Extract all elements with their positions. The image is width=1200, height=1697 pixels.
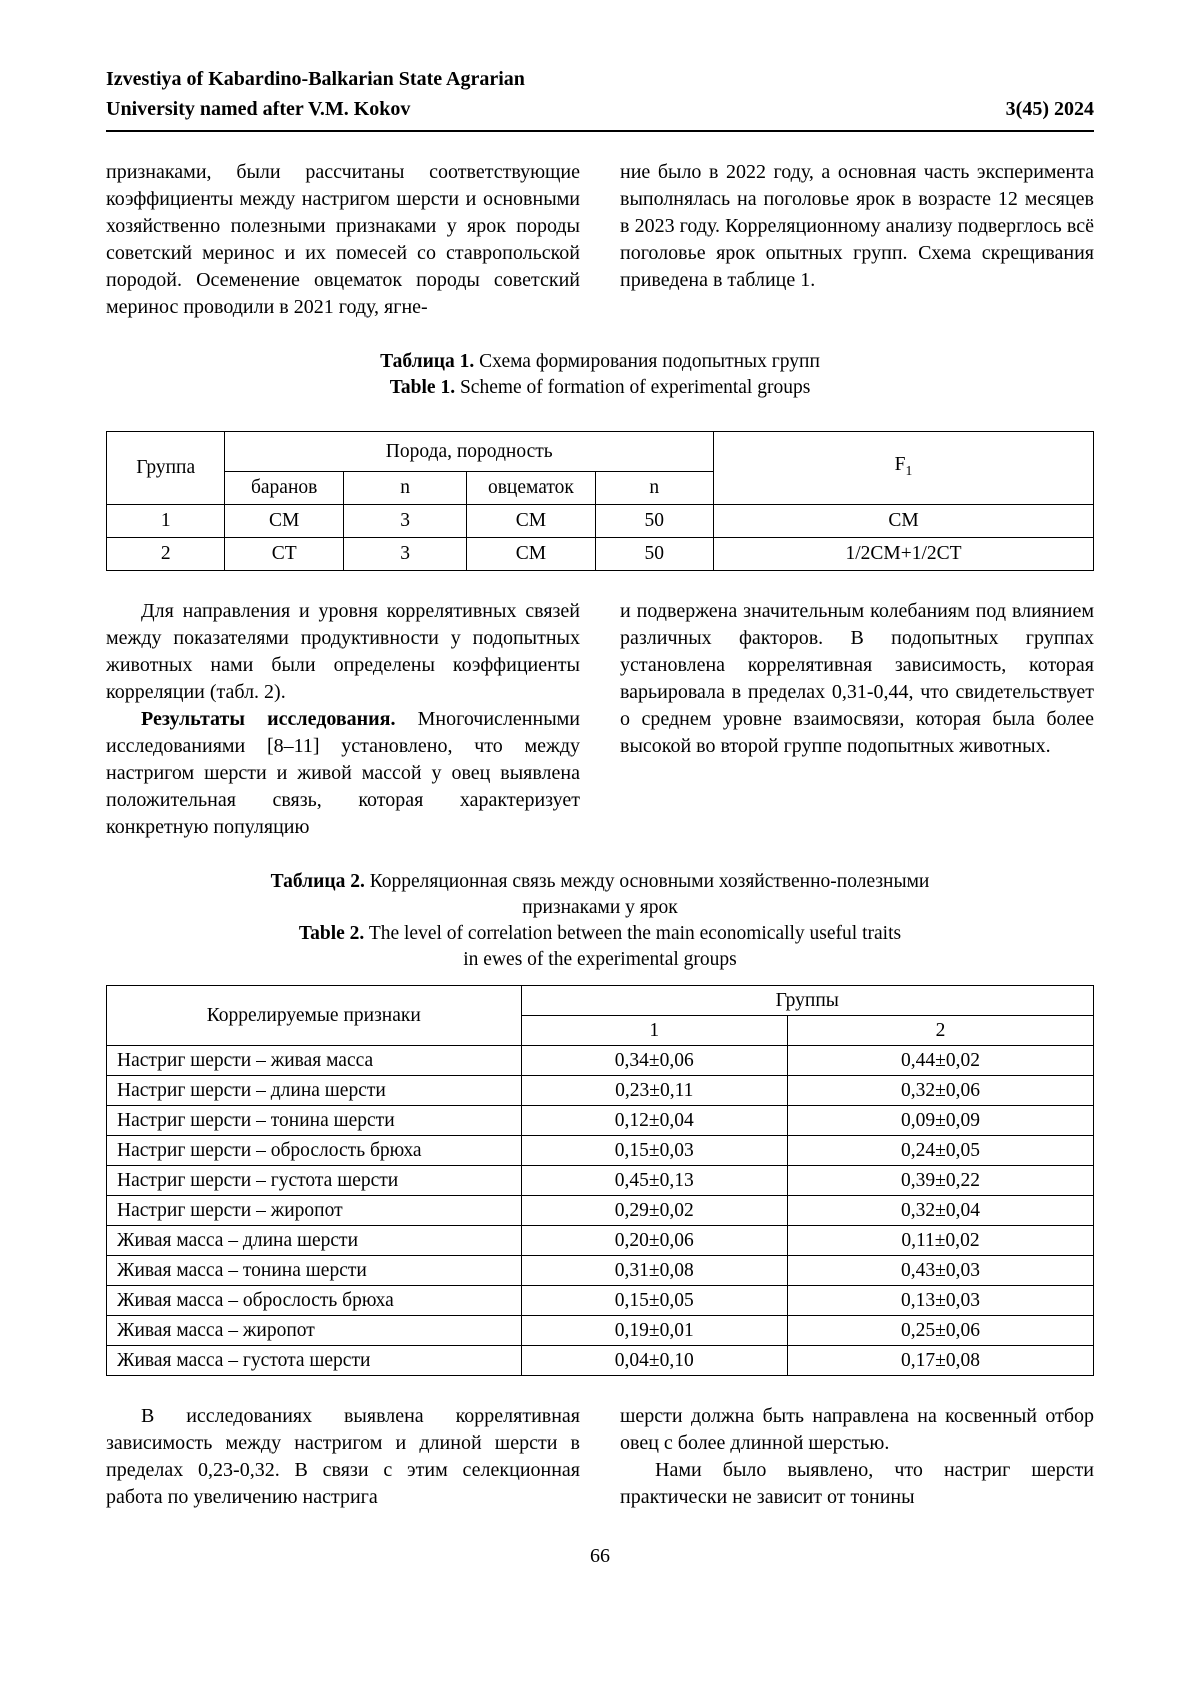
column-left bbox=[106, 598, 580, 841]
t1-subheader-ewes: овцематок bbox=[467, 472, 595, 505]
t2-row bbox=[107, 1226, 1094, 1256]
table2-correlations bbox=[106, 985, 1094, 1376]
t2-value-g1: 0,19±0,01 bbox=[521, 1316, 787, 1346]
t1-cell: СМ bbox=[467, 538, 595, 571]
table1-caption bbox=[106, 349, 1094, 401]
table1-caption-ru-text: Схема формирования подопытных групп bbox=[479, 351, 820, 372]
t2-trait-label: Живая масса – густота шерсти bbox=[107, 1346, 522, 1376]
table2-caption-ru-label: Таблица 2. bbox=[270, 871, 365, 892]
t2-row bbox=[107, 1046, 1094, 1076]
t2-value-g1: 0,04±0,10 bbox=[521, 1346, 787, 1376]
table2-caption bbox=[106, 869, 1094, 973]
t2-value-g2: 0,11±0,02 bbox=[788, 1226, 1094, 1256]
t2-value-g2: 0,43±0,03 bbox=[788, 1256, 1094, 1286]
column-right bbox=[620, 159, 1094, 321]
journal-title-line1: Izvestiya of Kabardino-Balkarian State Agrarian bbox=[106, 68, 525, 90]
text-section-3 bbox=[106, 1403, 1094, 1511]
column-right bbox=[620, 1403, 1094, 1511]
table1-caption-en-label: Table 1. bbox=[389, 377, 456, 398]
t2-group1-header: 1 bbox=[521, 1016, 787, 1046]
t1-header-f1 bbox=[713, 432, 1093, 505]
t1-cell: 1 bbox=[107, 505, 225, 538]
t2-row bbox=[107, 1106, 1094, 1136]
table1-caption-ru bbox=[106, 349, 1094, 375]
t2-value-g2: 0,32±0,04 bbox=[788, 1196, 1094, 1226]
t2-trait-label: Живая масса – оброслость брюха bbox=[107, 1286, 522, 1316]
table2-caption-ru-line2: признаками у ярок bbox=[522, 897, 678, 918]
t1-cell: 2 bbox=[107, 538, 225, 571]
column-left bbox=[106, 1403, 580, 1511]
t2-value-g1: 0,34±0,06 bbox=[521, 1046, 787, 1076]
table1-experimental-groups bbox=[106, 431, 1094, 571]
table2-caption-en-line1 bbox=[106, 921, 1094, 947]
t2-trait-label: Настриг шерсти – живая масса bbox=[107, 1046, 522, 1076]
column-right bbox=[620, 598, 1094, 841]
t2-value-g2: 0,39±0,22 bbox=[788, 1166, 1094, 1196]
table2-caption-en-label: Table 2. bbox=[298, 923, 365, 944]
t2-trait-label: Живая масса – жиропот bbox=[107, 1316, 522, 1346]
t1-header-group: Группа bbox=[107, 432, 225, 505]
t1-header-breed: Порода, породность bbox=[225, 432, 714, 472]
t2-row bbox=[107, 1076, 1094, 1106]
paragraph: Для направления и уровня коррелятивных связей между показателями продуктивности у подопытных животных нами были определены коэффициенты корреляции (табл. 2). bbox=[106, 600, 580, 703]
t2-trait-label: Настриг шерсти – длина шерсти bbox=[107, 1076, 522, 1106]
t2-value-g1: 0,15±0,03 bbox=[521, 1136, 787, 1166]
t1-f1-base: F bbox=[894, 454, 906, 476]
table1-caption-ru-label: Таблица 1. bbox=[380, 351, 475, 372]
page-header bbox=[106, 64, 1094, 132]
paragraph: ние было в 2022 году, а основная часть эксперимента выполнялась на поголовье ярок в возрасте 12 месяцев в 2023 году. Корреляционному анализу подверглось всё поголовье ярок опытных групп. Схема скрещивания приведена в таблице 1. bbox=[620, 161, 1094, 291]
t2-value-g1: 0,15±0,05 bbox=[521, 1286, 787, 1316]
table1-caption-en bbox=[106, 375, 1094, 401]
t2-trait-label: Настриг шерсти – жиропот bbox=[107, 1196, 522, 1226]
t2-value-g1: 0,12±0,04 bbox=[521, 1106, 787, 1136]
t2-value-g1: 0,31±0,08 bbox=[521, 1256, 787, 1286]
t1-cell: 3 bbox=[343, 538, 466, 571]
text-section-1 bbox=[106, 159, 1094, 321]
t2-value-g2: 0,25±0,06 bbox=[788, 1316, 1094, 1346]
t2-row bbox=[107, 1346, 1094, 1376]
paragraph bbox=[106, 706, 580, 841]
t1-header-row-1 bbox=[107, 432, 1094, 472]
t2-trait-label: Живая масса – длина шерсти bbox=[107, 1226, 522, 1256]
issue-number: 3(45) 2024 bbox=[1005, 98, 1094, 120]
t2-trait-label: Настриг шерсти – тонина шерсти bbox=[107, 1106, 522, 1136]
t2-value-g2: 0,32±0,06 bbox=[788, 1076, 1094, 1106]
results-heading: Результаты исследования. bbox=[141, 708, 396, 730]
t2-row bbox=[107, 1136, 1094, 1166]
t2-value-g1: 0,20±0,06 bbox=[521, 1226, 787, 1256]
page-footer bbox=[106, 1545, 1094, 1568]
paragraph: Нами было выявлено, что настриг шерсти практически не зависит от тонины bbox=[620, 1459, 1094, 1508]
t1-cell: 50 bbox=[595, 538, 713, 571]
t1-subheader-n1: n bbox=[343, 472, 466, 505]
t2-value-g2: 0,24±0,05 bbox=[788, 1136, 1094, 1166]
t2-trait-label: Настриг шерсти – оброслость брюха bbox=[107, 1136, 522, 1166]
t2-value-g2: 0,17±0,08 bbox=[788, 1346, 1094, 1376]
t2-value-g1: 0,45±0,13 bbox=[521, 1166, 787, 1196]
t1-f1-sub: 1 bbox=[905, 462, 913, 478]
paragraph: признаками, были рассчитаны соответствующие коэффициенты между настригом шерсти и основными хозяйственно полезными признаками у ярок породы советский меринос и их помесей со ставропольской породой. Осеменение овцематок породы советский меринос проводили в 2021 году, ягне- bbox=[106, 161, 580, 318]
t2-value-g1: 0,29±0,02 bbox=[521, 1196, 787, 1226]
column-left bbox=[106, 159, 580, 321]
t1-data-row bbox=[107, 505, 1094, 538]
t1-cell: 1/2СМ+1/2СТ bbox=[713, 538, 1093, 571]
journal-title-line2: University named after V.M. Kokov bbox=[106, 98, 411, 120]
t2-trait-label: Настриг шерсти – густота шерсти bbox=[107, 1166, 522, 1196]
t1-cell: СМ bbox=[713, 505, 1093, 538]
journal-title bbox=[106, 64, 525, 124]
t1-cell: 3 bbox=[343, 505, 466, 538]
t2-row bbox=[107, 1196, 1094, 1226]
t2-trait-label: Живая масса – тонина шерсти bbox=[107, 1256, 522, 1286]
t2-row bbox=[107, 1256, 1094, 1286]
t2-header-traits: Коррелируемые признаки bbox=[107, 986, 522, 1046]
paragraph: и подвержена значительным колебаниям под влиянием различных факторов. В подопытных группах установлена коррелятивная зависимость, которая варьировала в пределах 0,31-0,44, что свидетельствует о среднем уровне взаимосвязи, которая была более высокой во второй группе подопытных животных. bbox=[620, 600, 1094, 757]
t1-cell: СТ bbox=[225, 538, 343, 571]
table1-caption-en-text: Scheme of formation of experimental groups bbox=[459, 377, 811, 398]
t1-cell: СМ bbox=[225, 505, 343, 538]
paragraph: шерсти должна быть направлена на косвенный отбор овец с более длинной шерстью. bbox=[620, 1405, 1094, 1454]
t2-value-g2: 0,09±0,09 bbox=[788, 1106, 1094, 1136]
table2-caption-ru-line1 bbox=[106, 869, 1094, 895]
t2-value-g2: 0,44±0,02 bbox=[788, 1046, 1094, 1076]
paragraph: В исследованиях выявлена коррелятивная зависимость между настригом и длиной шерсти в пределах 0,23-0,32. В связи с этим селекционная работа по увеличению настрига bbox=[106, 1405, 580, 1508]
t1-data-row bbox=[107, 538, 1094, 571]
t2-row bbox=[107, 1316, 1094, 1346]
paragraph-text: Многочисленными исследованиями [8–11] установлено, что между настригом шерсти и живой массой у овец выявлена положительная связь, которая характеризует конкретную популяцию bbox=[106, 708, 580, 838]
table2-caption-en-text: The level of correlation between the main economically useful traits bbox=[368, 923, 902, 944]
page-number: 66 bbox=[590, 1545, 610, 1567]
t1-subheader-rams: баранов bbox=[225, 472, 343, 505]
t1-cell: СМ bbox=[467, 505, 595, 538]
t2-value-g2: 0,13±0,03 bbox=[788, 1286, 1094, 1316]
t2-value-g1: 0,23±0,11 bbox=[521, 1076, 787, 1106]
table2-caption-en-line2: in ewes of the experimental groups bbox=[463, 949, 737, 970]
t1-cell: 50 bbox=[595, 505, 713, 538]
t2-header-row-1 bbox=[107, 986, 1094, 1016]
t2-group2-header: 2 bbox=[788, 1016, 1094, 1046]
t2-row bbox=[107, 1166, 1094, 1196]
table2-caption-ru-text: Корреляционная связь между основными хозяйственно-полезными bbox=[369, 871, 930, 892]
t1-subheader-n2: n bbox=[595, 472, 713, 505]
t2-row bbox=[107, 1286, 1094, 1316]
t2-header-groups: Группы bbox=[521, 986, 1093, 1016]
text-section-2 bbox=[106, 598, 1094, 841]
